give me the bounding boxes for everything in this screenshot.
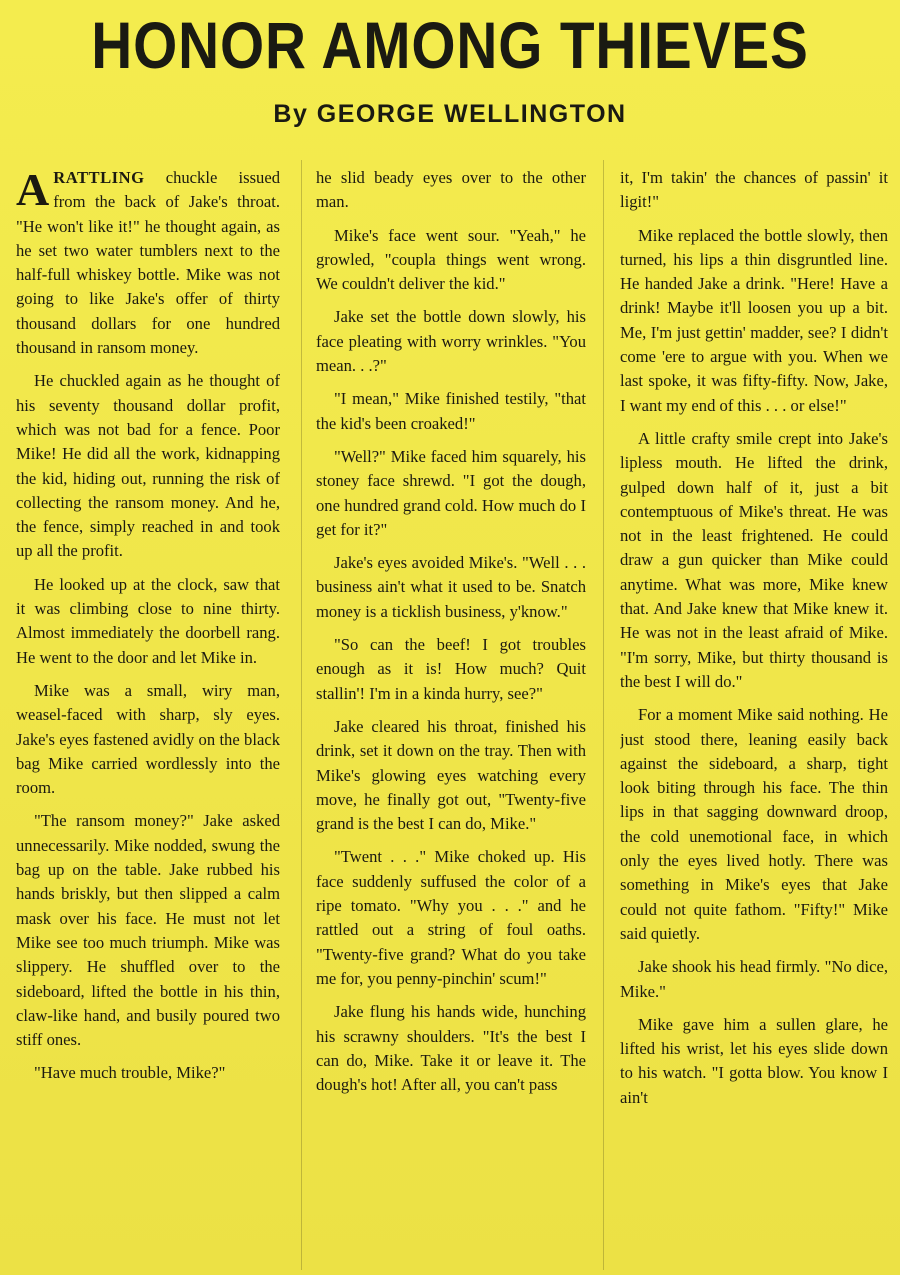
paragraph: Jake cleared his throat, finished his drink, set it down on the tray. Then with Mike's glowing eyes watching every move, he finally got out, "Twenty-five grand is the best I can do, Mike." (316, 716, 586, 834)
text-column-1 (16, 166, 280, 1266)
paragraph: Jake flung his hands wide, hunching his scrawny shoulders. "It's the best I can do, Mike. Take it or leave it. The dough's hot! After all, you can't pass (316, 1002, 586, 1095)
paragraph: "I mean," Mike finished testily, "that the kid's been croaked!" (316, 389, 586, 433)
paragraph: "Twent . . ." Mike choked up. His face suddenly suffused the color of a ripe tomato. "Why you . . ." and he rattled out a string of foul oaths. "Twenty-five grand? What do you take me for, you penny-pinchin' scum!" (316, 847, 586, 988)
column-divider (603, 160, 604, 1270)
column-divider (301, 160, 302, 1270)
text-column-3 (620, 166, 888, 1266)
paragraph (16, 166, 280, 360)
paragraph: He chuckled again as he thought of his seventy thousand dollar profit, which was not bad for a fence. Poor Mike! He did all the work, kidnapping the kid, hiding out, running the risk of collecting the ransom money. And he, the fence, simply reached in and took up all the profit. (16, 371, 280, 561)
byline: By GEORGE WELLINGTON (273, 100, 627, 128)
paragraph: Mike replaced the bottle slowly, then turned, his lips a thin disgruntled line. He handed Jake a drink. "Here! Have a drink! Maybe it'll loosen you up a bit. Me, I'm just gettin' madder, see? I didn't come 'ere to argue with you. When we last spoke, it was fifty-fifty. Now, Jake, I want my end of this . . . or else!" (620, 225, 888, 415)
paragraph: Mike's face went sour. "Yeah," he growled, "coupla things went wrong. We couldn't deliver the kid." (316, 225, 586, 294)
paragraph: "Have much trouble, Mike?" (34, 1063, 226, 1083)
paragraph: it, I'm takin' the chances of passin' it ligit!" (620, 168, 888, 212)
paragraph: Mike gave him a sullen glare, he lifted his wrist, let his eyes slide down to his watch. "I gotta blow. You know I ain't (620, 1014, 888, 1107)
paragraph: "So can the beef! I got troubles enough as it is! How much? Quit stallin'! I'm in a kinda hurry, see?" (316, 635, 586, 703)
story-title: HONOR AMONG THIEVES (91, 8, 809, 82)
text-column-2 (316, 166, 586, 1266)
paragraph: he slid beady eyes over to the other man. (316, 168, 586, 212)
paragraph: Mike was a small, wiry man, weasel-faced with sharp, sly eyes. Jake's eyes fastened avidly on the black bag Mike carried wordlessly into the room. (16, 680, 280, 798)
paragraph: "The ransom money?" Jake asked unnecessarily. Mike nodded, swung the bag up on the table. Jake rubbed his hands briskly, but then slipped a calm mask over his face. He must not let Mike see too much triumph. Mike was slippery. He shuffled over to the sideboard, lifted the bottle in his thin, claw-like hand, and busily poured two stiff ones. (16, 811, 280, 1050)
paragraph: Jake shook his head firmly. "No dice, Mike." (620, 957, 888, 1001)
paragraph: A little crafty smile crept into Jake's lipless mouth. He lifted the drink, gulped down half of it, just a bit contemptuous of Mike's threat. He was not in the least frightened. He could draw a gun quicker than Mike could anytime. What was more, Mike knew that. And Jake knew that Mike knew it. He was not in the least afraid of Mike. "I'm sorry, Mike, but thirty thousand is the best I will do." (620, 428, 888, 691)
paragraph: He looked up at the clock, saw that it was climbing close to nine thirty. Almost immediately the doorbell rang. He went to the door and let Mike in. (16, 574, 280, 667)
paragraph-text: chuckle issued from the back of Jake's throat. "He won't like it!" he thought again, as he set two water tumblers next to the half-full whiskey bottle. Mike was not going to like Jake's offer of thirty thousand dollars for one hundred thousand in ransom money. (16, 168, 280, 358)
paragraph: Jake set the bottle down slowly, his face pleating with worry wrinkles. "You mean. . .?" (316, 307, 586, 376)
drop-cap: A (16, 166, 50, 215)
lead-word: RATTLING (53, 168, 145, 187)
paragraph: For a moment Mike said nothing. He just stood there, leaning easily back against the sideboard, a sharp, tight look biting through his face. The thin lips in that sagging downward droop, the cold unemotional face, in which only the eyes lived hotly. There was something in Mike's eyes that Jake could not quite fathom. "Fifty!" Mike said quietly. (620, 705, 888, 943)
paragraph: Jake's eyes avoided Mike's. "Well . . . business ain't what it used to be. Snatch money is a ticklish business, y'know." (316, 553, 586, 621)
paragraph: "Well?" Mike faced him squarely, his stoney face shrewd. "I got the dough, one hundred grand cold. How much do I get for it?" (316, 446, 586, 539)
